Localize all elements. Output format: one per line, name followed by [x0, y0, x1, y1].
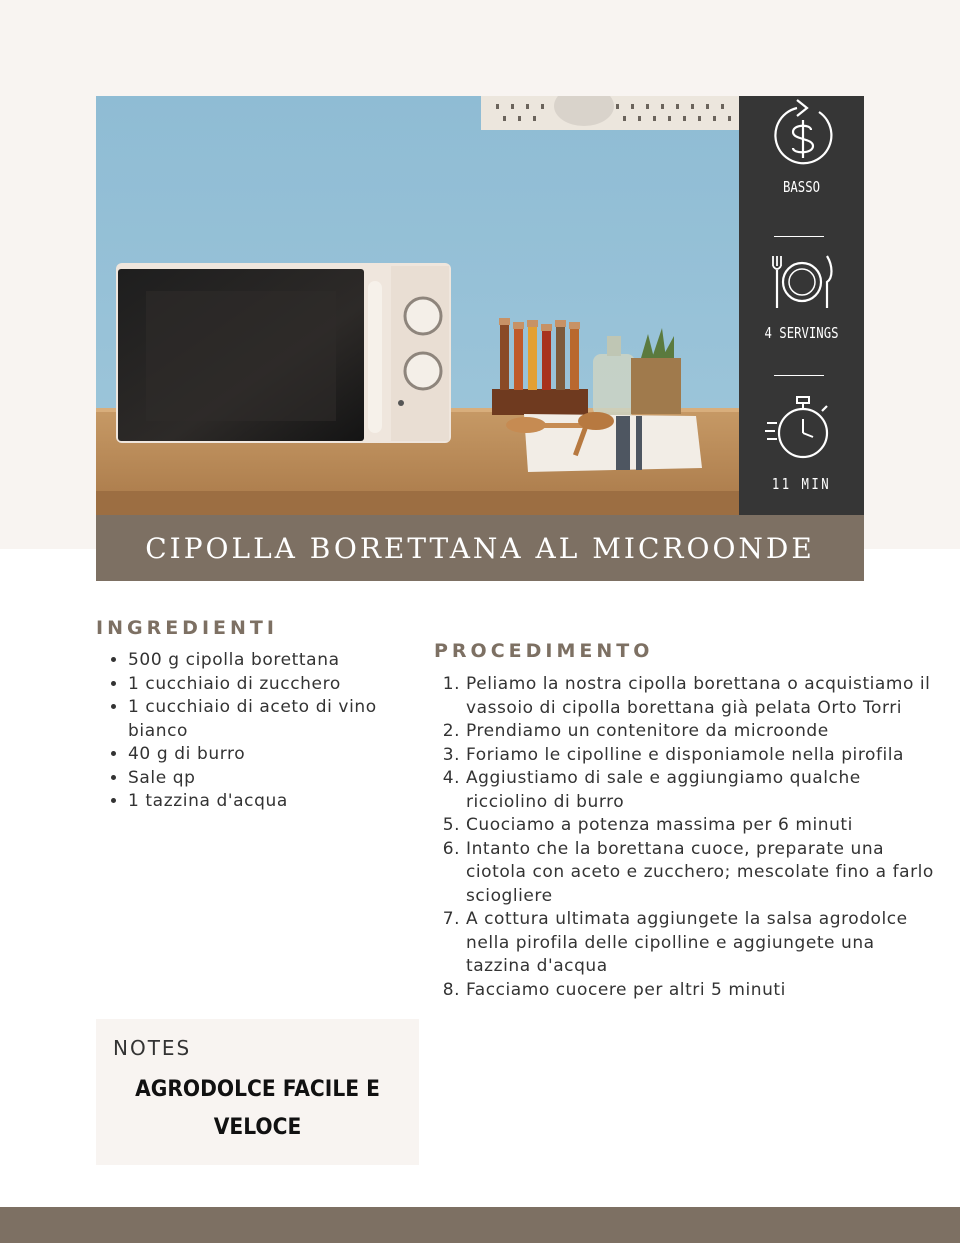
servings-item: [739, 246, 864, 356]
ingredient-item: • 40 g di burro: [128, 743, 408, 767]
ingredients-heading: INGREDIENTI: [96, 617, 278, 639]
ingredient-item: • Sale qp: [128, 767, 408, 791]
procedure-step: 1. Peliamo la nostra cipolla borettana o acquistiamo il vassoio di cipolla borettana già pelata Orto Torri: [466, 673, 936, 720]
cost-label: BASSO: [782, 178, 821, 196]
procedure-step: 6. Intanto che la borettana cuoce, preparate una ciotola con aceto e zucchero; mescolate fino a farlo sciogliere: [466, 838, 936, 909]
procedure-step: 7. A cottura ultimata aggiungete la salsa agrodolce nella pirofila delle cipolline e aggiungete una tazzina d'acqua: [466, 908, 936, 979]
ingredient-item: • 1 tazzina d'acqua: [128, 790, 408, 814]
divider: [774, 375, 824, 376]
procedure-step: 8. Facciamo cuocere per altri 5 minuti: [466, 979, 936, 1003]
ingredient-item: • 1 cucchiaio di zucchero: [128, 673, 408, 697]
ingredients-list: [106, 649, 408, 814]
procedure-step: 2. Prendiamo un contenitore da microonde: [466, 720, 936, 744]
dollar-cycle-icon: [767, 96, 839, 174]
recipe-meta-panel: [739, 96, 864, 515]
ingredient-item: • 1 cucchiaio di aceto di vino bianco: [128, 696, 408, 743]
ingredient-item: • 500 g cipolla borettana: [128, 649, 408, 673]
procedure-step: 4. Aggiustiamo di sale e aggiungiamo qualche ricciolino di burro: [466, 767, 936, 814]
procedure-step: 5. Cuociamo a potenza massima per 6 minuti: [466, 814, 936, 838]
time-label: 11 MIN: [771, 475, 832, 493]
bottom-footer-band: [0, 1207, 960, 1243]
stopwatch-icon: [765, 393, 837, 465]
procedure-step: 3. Foriamo le cipolline e disponiamole nella pirofila: [466, 744, 936, 768]
time-item: [739, 391, 864, 515]
notes-text: AGRODOLCE FACILE E VELOCE: [135, 1077, 380, 1140]
procedure-steps-list: [440, 673, 936, 1002]
notes-box: [96, 1019, 419, 1165]
servings-label: 4 SERVINGS: [764, 324, 839, 342]
cost-item: [739, 96, 864, 206]
procedure-heading: PROCEDIMENTO: [434, 640, 654, 662]
recipe-title-bar: [96, 515, 864, 581]
divider: [774, 236, 824, 237]
notes-title: NOTES: [113, 1036, 192, 1060]
plate-cutlery-icon: [769, 252, 835, 312]
recipe-photo: [96, 96, 739, 515]
recipe-title: CIPOLLA BORETTANA AL MICROONDE: [145, 531, 815, 565]
